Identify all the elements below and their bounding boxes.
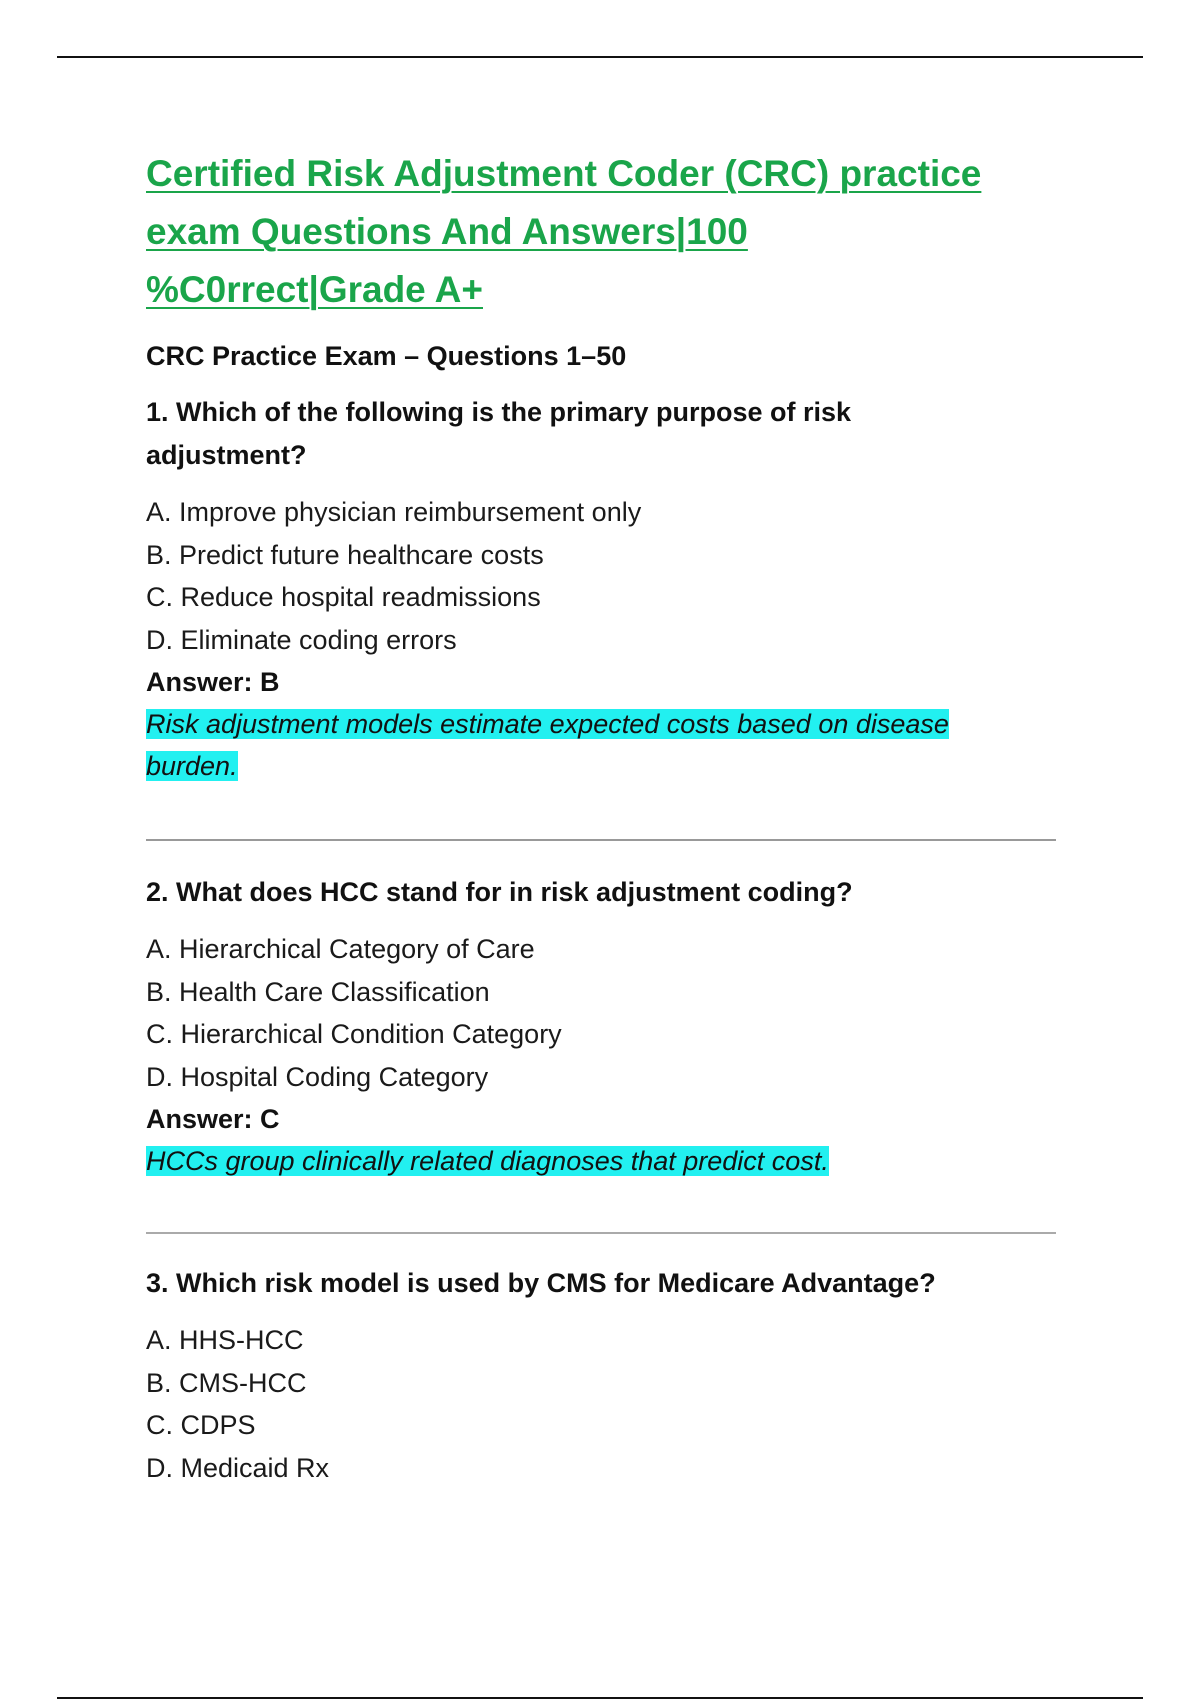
option-a: A. HHS-HCC xyxy=(146,1325,304,1355)
question-3 xyxy=(146,1262,1066,1489)
answer-options xyxy=(146,491,1066,661)
question-2 xyxy=(146,871,1066,1182)
document-subtitle: CRC Practice Exam – Questions 1–50 xyxy=(146,341,627,371)
option-b: B. CMS-HCC xyxy=(146,1367,307,1398)
section-divider xyxy=(146,1232,1056,1234)
page-top-rule xyxy=(57,56,1143,58)
question-prompt: 3. Which risk model is used by CMS for Medicare Advantage? xyxy=(146,1268,936,1298)
option-c: C. Hierarchical Condition Category xyxy=(146,1019,562,1049)
document-title xyxy=(146,145,1026,319)
option-a: A. Improve physician reimbursement only xyxy=(146,497,642,527)
option-c: C. CDPS xyxy=(146,1410,256,1440)
answer-explanation xyxy=(146,1140,1006,1182)
option-d: D. Medicaid Rx xyxy=(146,1452,330,1483)
question-prompt: 1. Which of the following is the primary purpose of risk adjustment? xyxy=(146,397,852,470)
highlighted-explanation: Risk adjustment models estimate expected costs based on disease burden. xyxy=(146,709,949,781)
option-d: D. Eliminate coding errors xyxy=(146,624,457,655)
answer-key: Answer: B xyxy=(146,667,280,697)
question-1 xyxy=(146,391,1066,787)
answer-key: Answer: C xyxy=(146,1104,280,1134)
option-d: D. Hospital Coding Category xyxy=(146,1061,489,1092)
answer-options xyxy=(146,1319,1066,1489)
option-b: B. Predict future healthcare costs xyxy=(146,539,544,570)
page-bottom-rule xyxy=(57,1697,1143,1699)
section-divider xyxy=(146,839,1056,841)
option-b: B. Health Care Classification xyxy=(146,976,490,1007)
answer-options xyxy=(146,928,1066,1098)
option-a: A. Hierarchical Category of Care xyxy=(146,934,535,964)
highlighted-explanation: HCCs group clinically related diagnoses that predict cost. xyxy=(146,1146,829,1176)
answer-explanation xyxy=(146,703,1006,787)
document-body xyxy=(146,145,1066,1489)
option-c: C. Reduce hospital readmissions xyxy=(146,582,541,612)
question-prompt: 2. What does HCC stand for in risk adjustment coding? xyxy=(146,877,853,907)
document-title-text: Certified Risk Adjustment Coder (CRC) practice exam Questions And Answers|100 %C0rrect|Grade A+ xyxy=(146,153,982,310)
